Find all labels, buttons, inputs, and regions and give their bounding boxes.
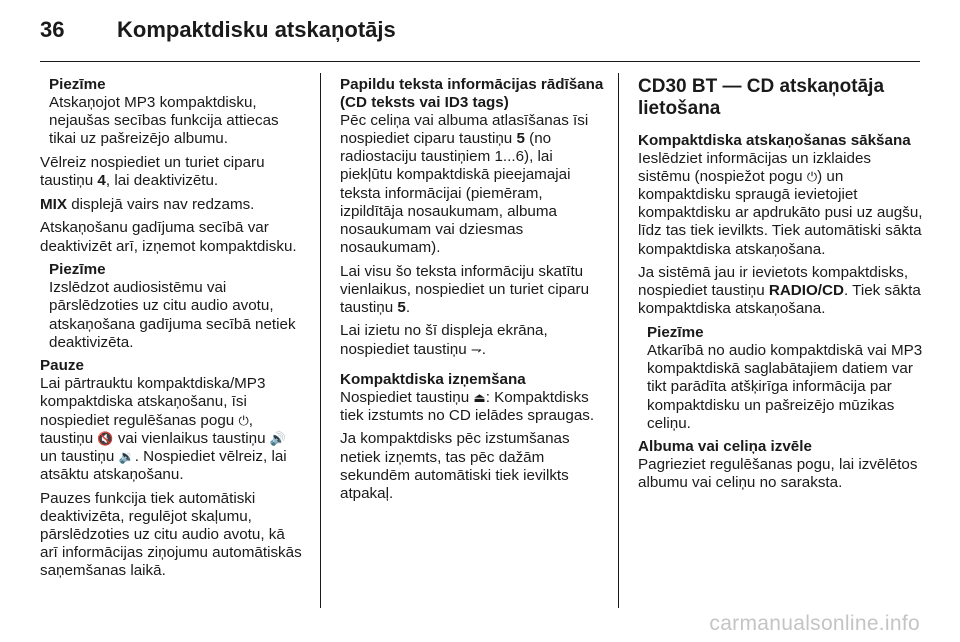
paragraph: Lai izietu no šī displeja ekrāna, nospiediet taustiņu ⇁. bbox=[340, 322, 548, 358]
volume-up-icon: 🔊 bbox=[269, 430, 286, 446]
note-title: Piezīme bbox=[647, 324, 704, 342]
note-text: Izslēdzot audiosistēmu vai pārslēdzoties uz citu audio avotu, atskaņošana gadījuma secībā netiek deaktivizēta. bbox=[49, 279, 296, 351]
eject-icon: ⏏ bbox=[473, 389, 486, 405]
paragraph: Ja kompaktdisks pēc izstumšanas netiek izņemts, tas pēc dažām sekundēm automātiski tiek ievilkts atpakaļ. bbox=[340, 430, 570, 502]
note-box bbox=[638, 324, 923, 433]
paragraph: Pauzes funkcija tiek automātiski deaktivizēta, regulējot skaļumu, pārslēdzoties uz citu audio avotu, kā arī informācijas ziņojumu automātiskās saņemšanas laikā. bbox=[40, 489, 302, 579]
paragraph: Lai pārtrauktu kompaktdiska/MP3 kompaktdiska atskaņošanu, īsi nospiediet regulēšanas pogu ⏻, taustiņu 🔇 vai vienlaikus taustiņu 🔊 un taustiņu 🔉. Nospiediet vēlreiz, lai atsāktu atskaņošanu. bbox=[40, 375, 287, 483]
header-rule bbox=[40, 61, 920, 62]
section-heading-cd-text: Papildu teksta informācijas rādīšana (CD teksts vai ID3 tags) bbox=[340, 76, 604, 112]
paragraph: Pagrieziet regulēšanas pogu, lai izvēlētos albumu vai celiņu no saraksta. bbox=[638, 456, 918, 492]
section-heading-start: Kompaktdiska atskaņošanas sākšana bbox=[638, 132, 911, 149]
paragraph: Nospiediet taustiņu ⏏: Kompaktdisks tiek izstumts no CD ielādes spraugas. bbox=[340, 388, 595, 424]
note-title: Piezīme bbox=[49, 76, 106, 93]
column-2 bbox=[340, 76, 605, 508]
column-1 bbox=[40, 76, 305, 586]
note-box bbox=[40, 76, 305, 148]
paragraph: MIX displejā vairs nav redzams. bbox=[40, 195, 255, 213]
paragraph: Ieslēdziet informācijas un izklaides sistēmu (nospiežot pogu ⏻) un kompaktdisku spraugā ievietojiet kompaktdisku ar apdrukāto pusi uz augšu, līdz tas tiek ievilkts. Tiek automātiski sākta kompaktdiska atskaņošana. bbox=[638, 150, 923, 258]
section-title-cd30: CD30 BT — CD atskaņotāja lietošana bbox=[638, 76, 885, 119]
paragraph: Ja sistēmā jau ir ievietots kompaktdisks, nospiediet taustiņu RADIO/CD. Tiek sākta kompaktdiska atskaņošana. bbox=[638, 264, 921, 318]
volume-down-icon: 🔉 bbox=[118, 448, 135, 464]
note-box bbox=[40, 261, 305, 351]
power-icon: ⏻ bbox=[806, 169, 818, 185]
note-text: Atkarībā no audio kompaktdiskā vai MP3 kompaktdiskā saglabātajiem datiem var tikt parādīta atšķirīga informācija par kompaktdisku un pašreizējo mūzikas celiņu. bbox=[647, 342, 923, 432]
column-3 bbox=[638, 76, 923, 498]
paragraph: Atskaņošanu gadījuma secībā var deaktivizēt arī, izņemot kompaktdisku. bbox=[40, 219, 297, 255]
watermark: carmanualsonline.info bbox=[709, 612, 920, 635]
column-separator bbox=[320, 73, 321, 608]
mute-icon: 🔇 bbox=[97, 430, 114, 446]
paragraph: Pēc celiņa vai albuma atlasīšanas īsi nospiediet ciparu taustiņu 5 (no radiostaciju taustiņiem 1...6), lai piekļūtu kompaktdiskā pieejamajai teksta informācijai (piemēram, izpildītāja nosaukumam, albuma nosaukumam vai dziesmas nosaukumam). bbox=[340, 112, 589, 256]
note-title: Piezīme bbox=[49, 261, 106, 279]
note-text: Atskaņojot MP3 kompaktdisku, nejaušas secības funkcija attiecas tikai uz pašreizējo albumu. bbox=[49, 94, 279, 148]
power-icon: ⏻ bbox=[238, 412, 249, 428]
section-heading-eject: Kompaktdiska izņemšana bbox=[340, 370, 526, 388]
section-heading-select: Albuma vai celiņa izvēle bbox=[638, 438, 812, 456]
paragraph: Vēlreiz nospiediet un turiet ciparu taustiņu 4, lai deaktivizētu. bbox=[40, 153, 265, 190]
page-title: Kompaktdisku atskaņotājs bbox=[117, 17, 396, 42]
back-arrow-icon: ⇁ bbox=[470, 341, 482, 357]
paragraph: Lai visu šo teksta informāciju skatītu vienlaikus, nospiediet un turiet ciparu taustiņu 5. bbox=[340, 262, 590, 316]
column-separator bbox=[618, 73, 619, 608]
section-heading-pause: Pauze bbox=[40, 357, 84, 375]
page-number: 36 bbox=[40, 17, 65, 42]
